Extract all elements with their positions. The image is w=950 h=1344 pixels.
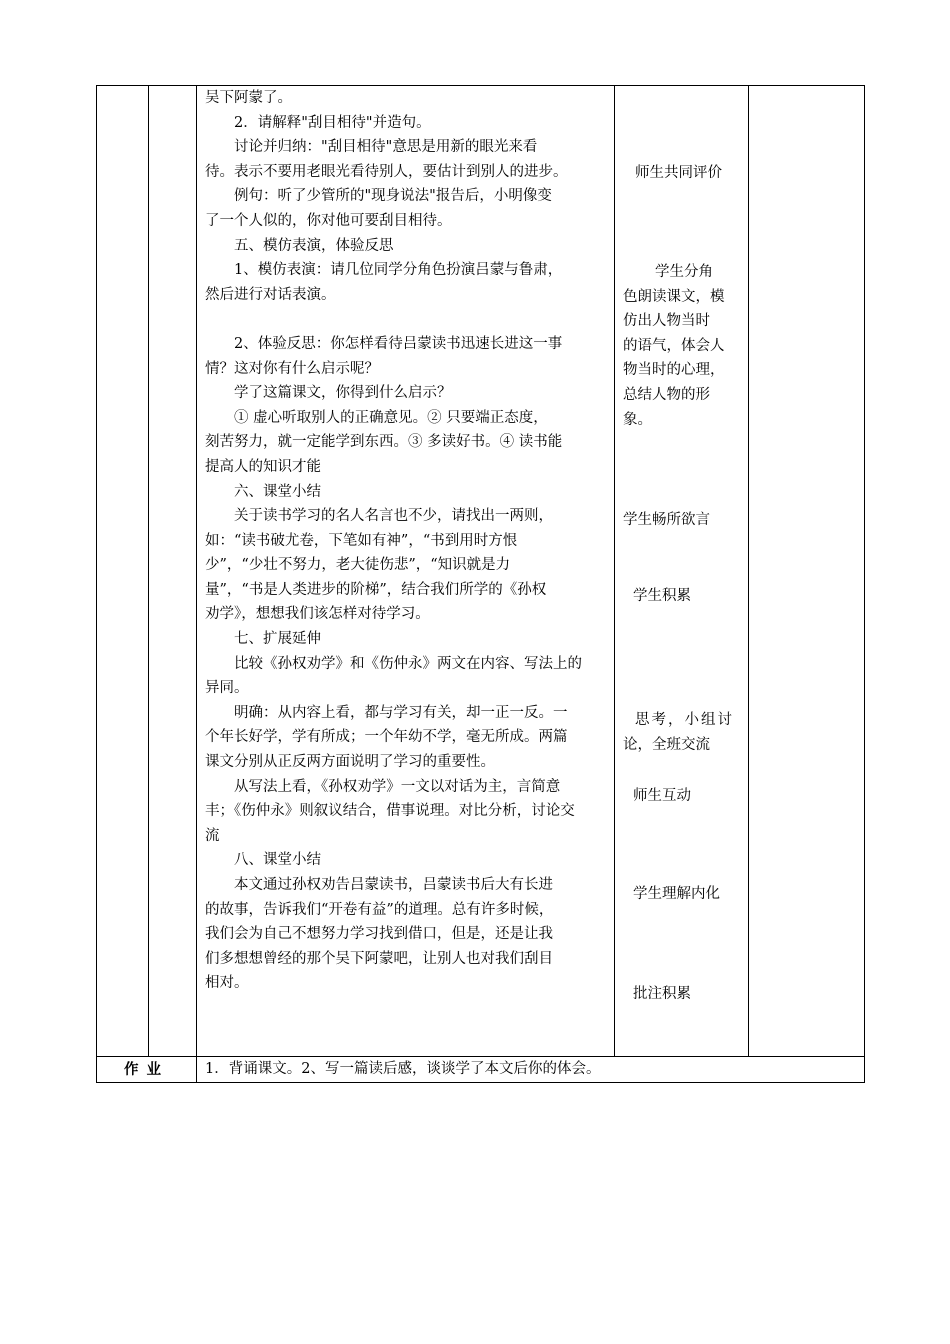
note-text: 师生共同评价 — [635, 165, 722, 181]
note-text: 思考，小组讨 — [635, 712, 734, 728]
empty-cell-1 — [97, 86, 149, 1057]
empty-cell-5 — [749, 86, 865, 1057]
text-line: ① 虚心听取别人的正确意见。② 只要端正态度， — [234, 409, 548, 426]
text-line: 讨论并归纳："刮目相待"意思是用新的眼光来看 — [234, 139, 538, 156]
text-line: 课文分别从正反两方面说明了学习的重要性。 — [205, 754, 495, 771]
text-line: 例句：听了少管所的"现身说法"报告后，小明像变 — [234, 188, 552, 205]
text-line: 情？这对你有什么启示呢？ — [205, 360, 379, 377]
text-line: 丰；《伤仲永》则叙议结合，借事说理。对比分析，讨论交 — [205, 803, 575, 820]
text-line: 提高人的知识才能 — [205, 458, 321, 475]
text-line: 从写法上看，《孙权劝学》一文以对话为主，言简意 — [234, 778, 561, 795]
text-line: 2．请解释"刮目相待"并造句。 — [234, 114, 431, 131]
note-text: 仿出人物当时 — [623, 313, 710, 330]
note-text: 象。 — [623, 411, 652, 428]
note-evaluate — [635, 161, 744, 186]
homework-text: 1．背诵课文。2、写一篇读后感，谈谈学了本文后你的体会。 — [197, 1057, 865, 1083]
text-line: 关于读书学习的名人名言也不少，请找出一两则， — [234, 508, 553, 525]
text-line: 个年长好学，学有所成；一个年幼不学，毫无所成。两篇 — [205, 729, 568, 746]
text-line: 了一个人似的，你对他可要刮目相待。 — [205, 212, 452, 229]
note-interact — [633, 784, 744, 809]
section-heading: 七、扩展延伸 — [234, 631, 321, 648]
note-roleplay — [623, 260, 744, 432]
text-line: 明确：从内容上看，都与学习有关，却一正一反。一 — [234, 704, 568, 721]
text-line: 1、模仿表演：请几位同学分角色扮演吕蒙与鲁肃， — [234, 262, 563, 279]
note-text: 的语气，体会人 — [623, 337, 725, 354]
note-text: 总结人物的形 — [623, 386, 710, 403]
homework-label: 作业 — [97, 1057, 197, 1083]
text-line: 本文通过孙权劝告吕蒙读书，吕蒙读书后大有长进 — [234, 877, 553, 893]
text-line: 异同。 — [205, 680, 249, 697]
note-discuss — [623, 708, 744, 757]
text-line: 相对。 — [205, 975, 249, 992]
text-line: 我们会为自己不想努力学习找到借口，但是，还是让我 — [205, 926, 553, 943]
note-text: 学生理解内化 — [633, 886, 720, 902]
text-line: 学了这篇课文，你得到什么启示？ — [234, 385, 452, 402]
homework-row — [97, 1057, 865, 1083]
text-line: 待。表示不要用老眼光看待别人，要估计到别人的进步。 — [205, 163, 568, 180]
note-accumulate — [633, 584, 744, 609]
text-line: 2、体验反思：你怎样看待吕蒙读书迅速长进这一事 — [234, 335, 563, 352]
note-text: 学生畅所欲言 — [623, 512, 710, 528]
text-line: 少”，“少壮不努力，老大徒伤悲”，“知识就是力 — [205, 557, 511, 574]
blank-line — [205, 307, 608, 332]
note-understand — [633, 882, 744, 907]
lesson-row — [97, 86, 865, 1057]
note-text: 色朗读课文，模 — [623, 288, 725, 305]
note-text: 批注积累 — [633, 986, 691, 1002]
empty-cell-2 — [149, 86, 197, 1057]
note-text: 物当时的心理， — [623, 362, 725, 379]
note-text: 学生分角 — [655, 264, 713, 280]
note-text: 论，全班交流 — [623, 736, 710, 753]
text-line: 刻苦努力，就一定能学到东西。③ 多读好书。④ 读书能 — [205, 434, 563, 451]
text-line: 吴下阿蒙了。 — [205, 90, 292, 106]
note-annotate — [633, 982, 744, 1007]
teaching-process-cell — [197, 86, 615, 1057]
note-text: 师生互动 — [633, 788, 691, 804]
text-line: 然后进行对话表演。 — [205, 286, 336, 303]
text-line: 量”，“书是人类进步的阶梯”，结合我们所学的《孙权 — [205, 581, 547, 598]
text-line: 流 — [205, 827, 220, 844]
lesson-plan-table — [96, 85, 865, 1083]
note-text: 学生积累 — [633, 588, 691, 604]
text-line: 比较《孙权劝学》和《伤仲永》两文在内容、写法上的 — [234, 655, 582, 672]
text-line: 如：“读书破尤卷，下笔如有神”，“书到用时方恨 — [205, 532, 518, 549]
text-line: 劝学》，想想我们该怎样对待学习。 — [205, 606, 430, 623]
section-heading: 五、模仿表演，体验反思 — [234, 237, 394, 254]
text-line: 们多想想曾经的那个吴下阿蒙吧，让别人也对我们刮目 — [205, 950, 553, 967]
note-speak — [623, 508, 744, 533]
student-activity-cell — [615, 86, 749, 1057]
text-line: 的故事，告诉我们“开卷有益”的道理。总有许多时候， — [205, 901, 554, 918]
section-heading: 六、课堂小结 — [234, 483, 321, 500]
section-heading: 八、课堂小结 — [234, 852, 321, 869]
